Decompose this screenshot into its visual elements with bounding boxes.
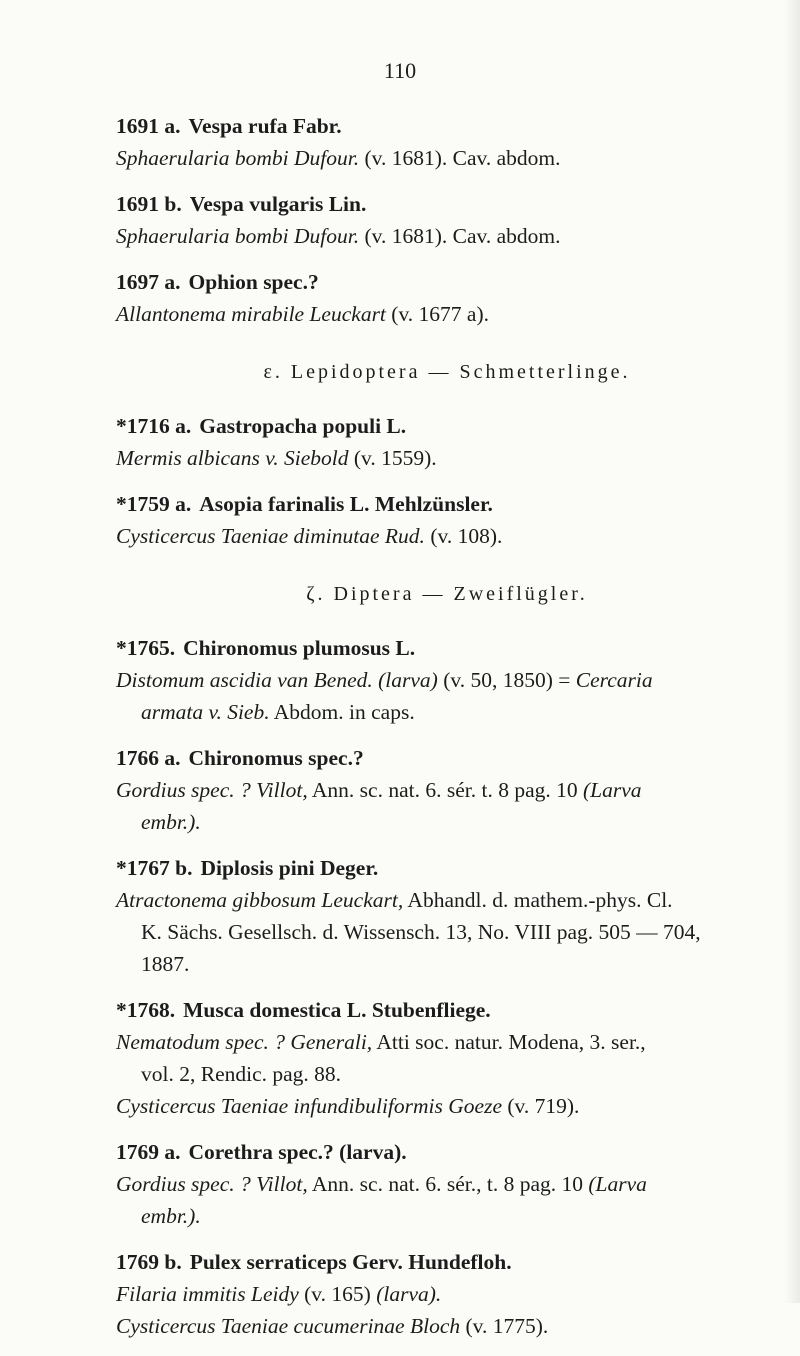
parasite-line <box>116 1026 778 1058</box>
entry-heading <box>116 1136 778 1168</box>
species-entry <box>116 852 778 980</box>
continuation-line <box>116 696 778 728</box>
species-entry <box>116 632 778 728</box>
plain-text: (v. 165) <box>298 1282 377 1306</box>
plain-text: (v. 108). <box>424 524 503 548</box>
entry-number: 1769 b. <box>116 1250 182 1274</box>
species-entry <box>116 1136 778 1232</box>
species-entry <box>116 994 778 1122</box>
host-name: Asopia farinalis L. Mehlzünsler. <box>199 492 493 516</box>
entry-number: *1716 a. <box>116 414 192 438</box>
page-number: 110 <box>383 58 417 83</box>
italic-text: (Larva <box>583 778 642 802</box>
parasite-line <box>116 1090 778 1122</box>
host-name: Gastropacha populi L. <box>199 414 407 438</box>
entry-number: 1769 a. <box>116 1140 181 1164</box>
plain-text: (v. 1559). <box>348 446 437 470</box>
parasite-line <box>116 1168 778 1200</box>
host-name: Corethra spec.? (larva). <box>188 1140 407 1164</box>
host-name: Chironomus spec.? <box>188 746 364 770</box>
continuation-line <box>116 1200 778 1232</box>
entry-heading <box>116 488 778 520</box>
species-entry <box>116 110 778 174</box>
entry-heading <box>116 632 778 664</box>
continuation-line <box>116 1058 778 1090</box>
italic-text: Sphaerularia bombi Dufour. <box>116 146 360 170</box>
plain-text: (v. 1677 a). <box>385 302 489 326</box>
plain-text: 1887. <box>141 952 190 976</box>
plain-text: (v. 50, 1850) = <box>437 668 576 692</box>
species-entry <box>116 410 778 474</box>
host-name: Musca domestica L. Stubenfliege. <box>183 998 491 1022</box>
parasite-line <box>116 664 778 696</box>
italic-text: Filaria immitis Leidy <box>116 1282 299 1306</box>
italic-text: Distomum ascidia van Bened. (larva) <box>116 668 438 692</box>
italic-text: armata v. Sieb. <box>141 700 270 724</box>
entry-number: 1691 a. <box>116 114 181 138</box>
italic-text: Cercaria <box>575 668 653 692</box>
plain-text: (v. 1681). Cav. abdom. <box>359 146 561 170</box>
species-entry <box>116 266 778 330</box>
italic-text: (larva). <box>376 1282 442 1306</box>
entry-heading <box>116 852 778 884</box>
plain-text: (v. 1775). <box>460 1314 549 1338</box>
plain-text: Ann. sc. nat. 6. sér., t. 8 pag. 10 <box>307 1172 589 1196</box>
entry-heading <box>116 994 778 1026</box>
host-name: Pulex serraticeps Gerv. Hundefloh. <box>189 1250 512 1274</box>
host-name: Vespa rufa Fabr. <box>188 114 342 138</box>
continuation-line <box>116 948 778 980</box>
italic-text: Gordius spec. ? Villot, <box>116 1172 308 1196</box>
entry-heading <box>116 742 778 774</box>
italic-text: Cysticercus Taeniae diminutae Rud. <box>116 524 425 548</box>
italic-text: embr.). <box>141 810 201 834</box>
entry-heading <box>116 110 778 142</box>
parasite-line <box>116 298 778 330</box>
parasite-line <box>116 774 778 806</box>
parasite-line <box>116 220 778 252</box>
parasite-line <box>116 442 778 474</box>
entry-heading <box>116 188 778 220</box>
parasite-line <box>116 520 778 552</box>
plain-text: Atti soc. natur. Modena, 3. ser., <box>372 1030 646 1054</box>
entry-heading <box>116 1246 778 1278</box>
entry-number: 1766 a. <box>116 746 181 770</box>
page-content <box>116 110 778 1356</box>
parasite-line <box>116 1310 778 1342</box>
entry-number: *1759 a. <box>116 492 192 516</box>
parasite-line <box>116 1278 778 1310</box>
entry-number: *1767 b. <box>116 856 193 880</box>
page-edge-shadow <box>784 0 800 1303</box>
plain-text: K. Sächs. Gesellsch. d. Wissensch. 13, No. VIII pag. 505 — 704, <box>141 920 701 944</box>
continuation-line <box>116 916 778 948</box>
entry-heading <box>116 266 778 298</box>
continuation-line <box>116 806 778 838</box>
plain-text: Abhandl. d. mathem.-phys. Cl. <box>403 888 673 912</box>
italic-text: Cysticercus Taeniae infundibuliformis Goeze <box>116 1094 502 1118</box>
entry-number: 1691 b. <box>116 192 182 216</box>
host-name: Vespa vulgaris Lin. <box>189 192 367 216</box>
italic-text: Nematodum spec. ? Generali, <box>116 1030 373 1054</box>
section-heading: ζ. Diptera — Zweiflügler. <box>306 583 588 605</box>
plain-text: (v. 719). <box>501 1094 580 1118</box>
italic-text: Sphaerularia bombi Dufour. <box>116 224 360 248</box>
entry-number: *1768. <box>116 998 176 1022</box>
italic-text: Gordius spec. ? Villot, <box>116 778 308 802</box>
species-entry <box>116 742 778 838</box>
host-name: Chironomus plumosus L. <box>183 636 416 660</box>
italic-text: (Larva <box>588 1172 647 1196</box>
host-name: Diplosis pini Deger. <box>200 856 379 880</box>
italic-text: Allantonema mirabile Leuckart <box>116 302 386 326</box>
species-entry <box>116 1246 778 1342</box>
italic-text: Cysticercus Taeniae cucumerinae Bloch <box>116 1314 461 1338</box>
plain-text: Ann. sc. nat. 6. sér. t. 8 pag. 10 <box>307 778 583 802</box>
italic-text: Mermis albicans v. Siebold <box>116 446 349 470</box>
species-entry <box>116 488 778 552</box>
parasite-line <box>116 142 778 174</box>
host-name: Ophion spec.? <box>188 270 319 294</box>
entry-number: *1765. <box>116 636 176 660</box>
parasite-line <box>116 884 778 916</box>
entry-heading <box>116 410 778 442</box>
plain-text: (v. 1681). Cav. abdom. <box>359 224 561 248</box>
section-heading: ε. Lepidoptera — Schmetterlinge. <box>263 361 631 383</box>
italic-text: embr.). <box>141 1204 201 1228</box>
plain-text: vol. 2, Rendic. pag. 88. <box>141 1062 342 1086</box>
entry-number: 1697 a. <box>116 270 181 294</box>
plain-text: Abdom. in caps. <box>269 700 415 724</box>
species-entry <box>116 188 778 252</box>
italic-text: Atractonema gibbosum Leuckart, <box>116 888 404 912</box>
